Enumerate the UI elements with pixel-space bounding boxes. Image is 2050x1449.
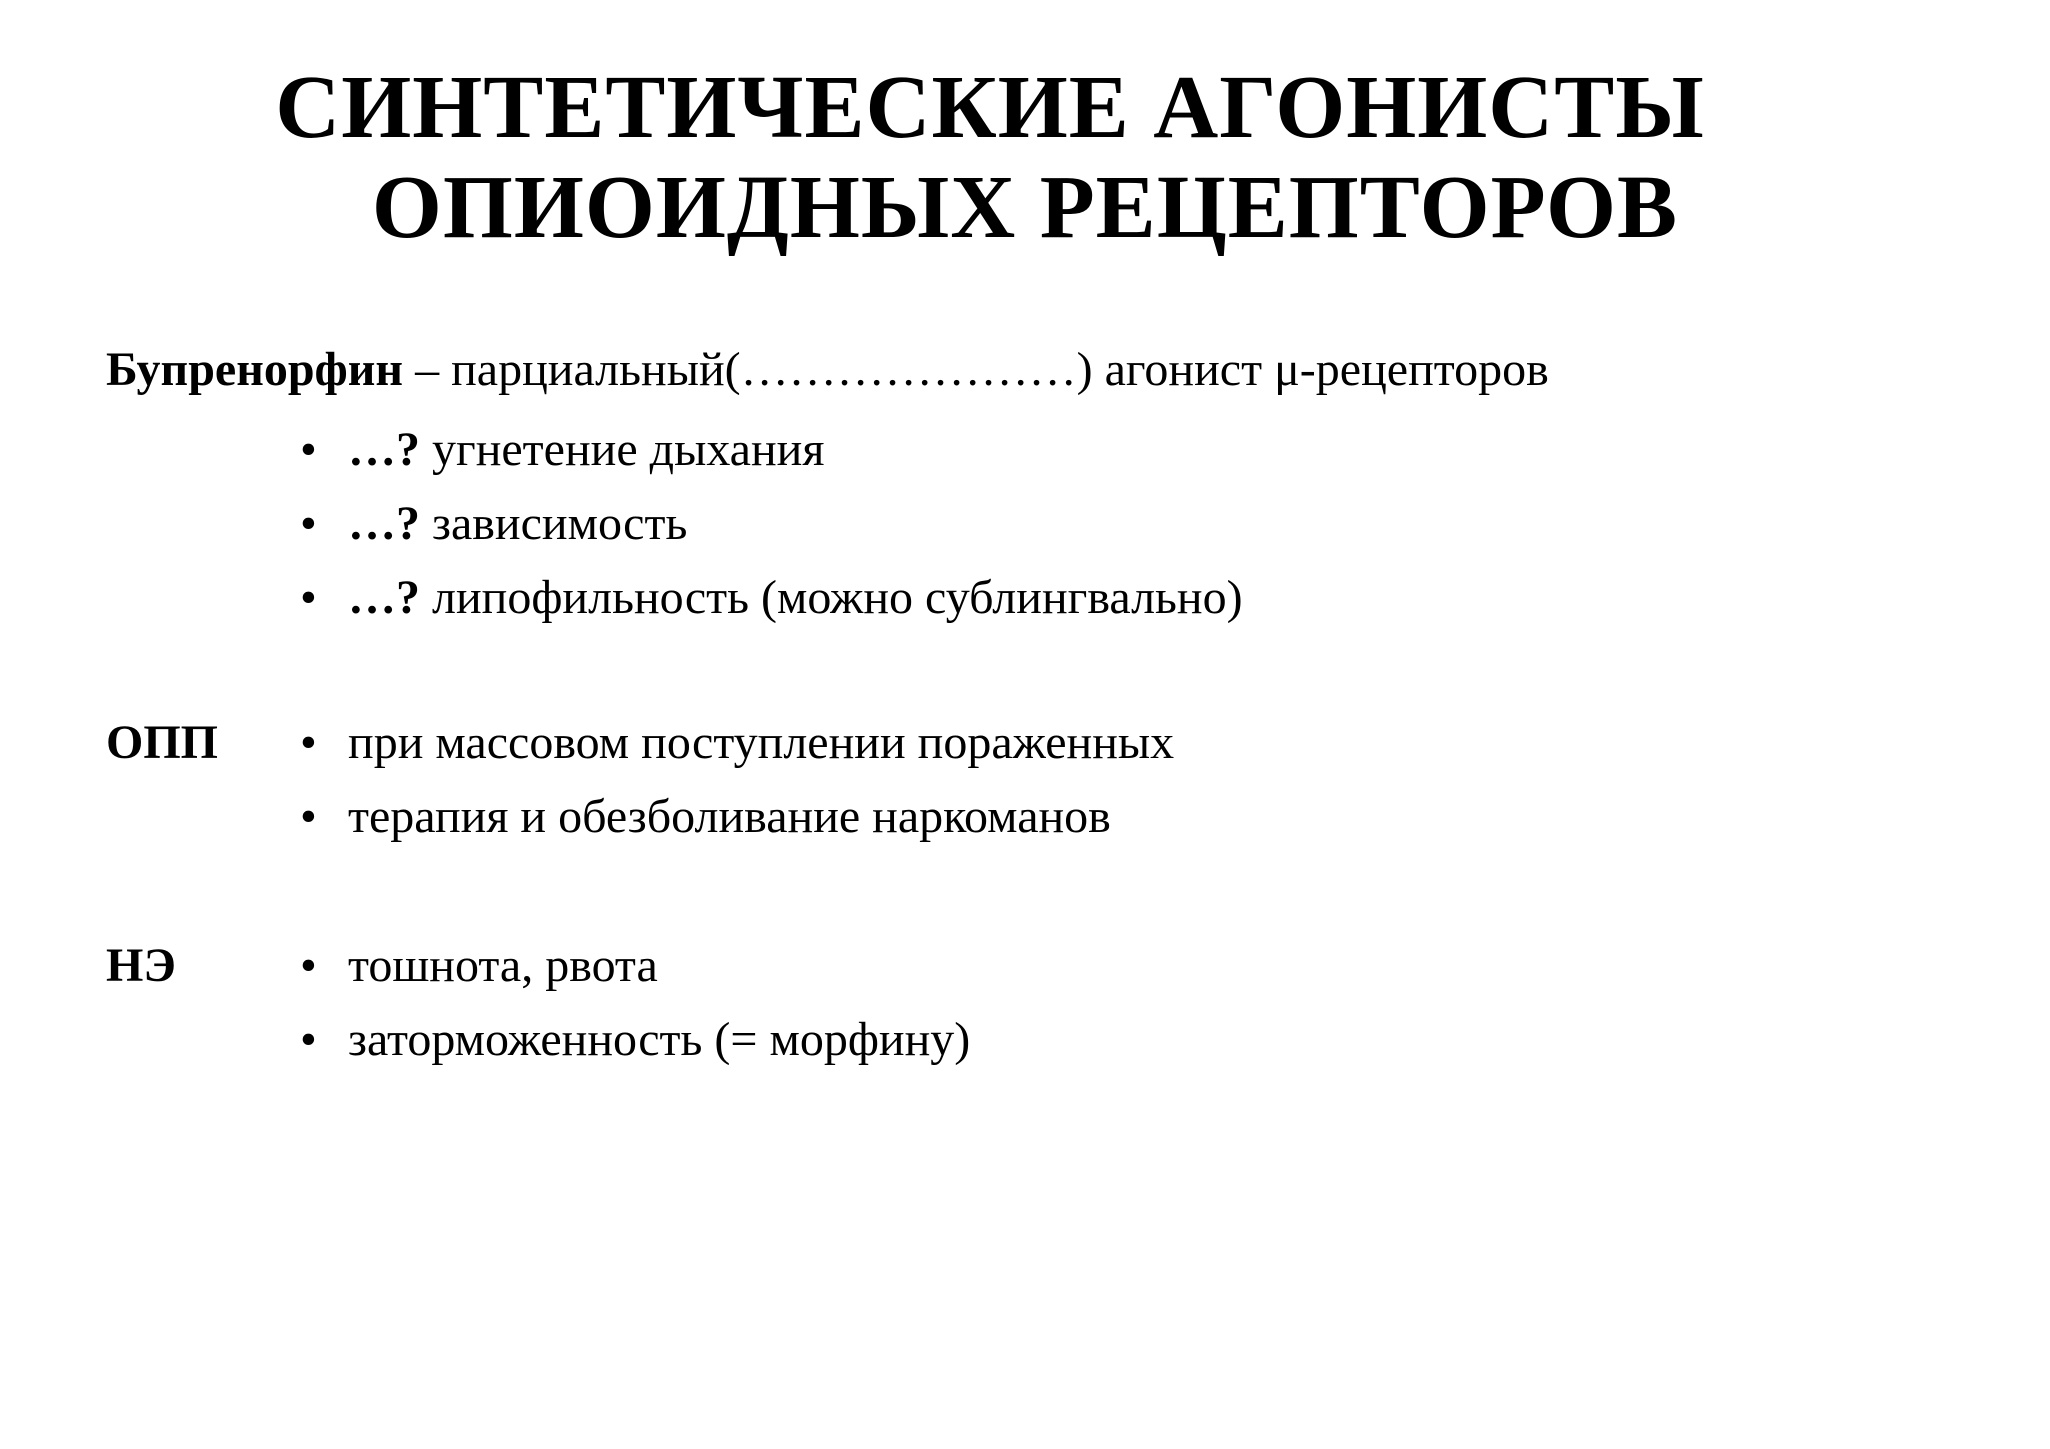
item-prefix: …? (348, 497, 420, 550)
bullet-icon: • (300, 423, 317, 476)
title-line-2: ОПИОИДНЫХ РЕЦЕПТОРОВ (371, 158, 1679, 257)
opp-list (300, 713, 1174, 861)
item-text: при массовом поступлении пораженных (348, 716, 1175, 769)
list-item (300, 787, 1174, 861)
item-text: заторможенность (= морфину) (348, 1013, 971, 1066)
list-item (300, 1010, 970, 1084)
ne-list (300, 936, 970, 1084)
list-item (300, 494, 1243, 568)
bullet-icon: • (300, 790, 317, 843)
bullet-icon: • (300, 939, 317, 992)
buprenorphine-properties-list (300, 420, 1243, 642)
title-line-1: СИНТЕТИЧЕСКИЕ АГОНИСТЫ (275, 58, 1705, 157)
bullet-icon: • (300, 571, 317, 624)
item-text: терапия и обезболивание наркоманов (348, 790, 1111, 843)
list-item (300, 713, 1174, 787)
item-text: липофильность (можно сублингвально) (420, 571, 1243, 624)
slide-title (0, 58, 1980, 258)
bullet-icon: • (300, 497, 317, 550)
buprenorphine-definition (106, 340, 1549, 400)
bullet-icon: • (300, 716, 317, 769)
list-item (300, 420, 1243, 494)
opp-label: ОПП (106, 716, 219, 769)
bullet-icon: • (300, 1013, 317, 1066)
ne-label: НЭ (106, 939, 176, 992)
drug-name: Бупренорфин (106, 343, 404, 396)
item-text: зависимость (420, 497, 688, 550)
item-prefix: …? (348, 423, 420, 476)
list-item (300, 568, 1243, 642)
item-text: тошнота, рвота (348, 939, 658, 992)
list-item (300, 936, 970, 1010)
item-prefix: …? (348, 571, 420, 624)
item-text: угнетение дыхания (420, 423, 825, 476)
drug-description: – парциальный(…………………) агонист μ-рецепторов (403, 343, 1549, 396)
